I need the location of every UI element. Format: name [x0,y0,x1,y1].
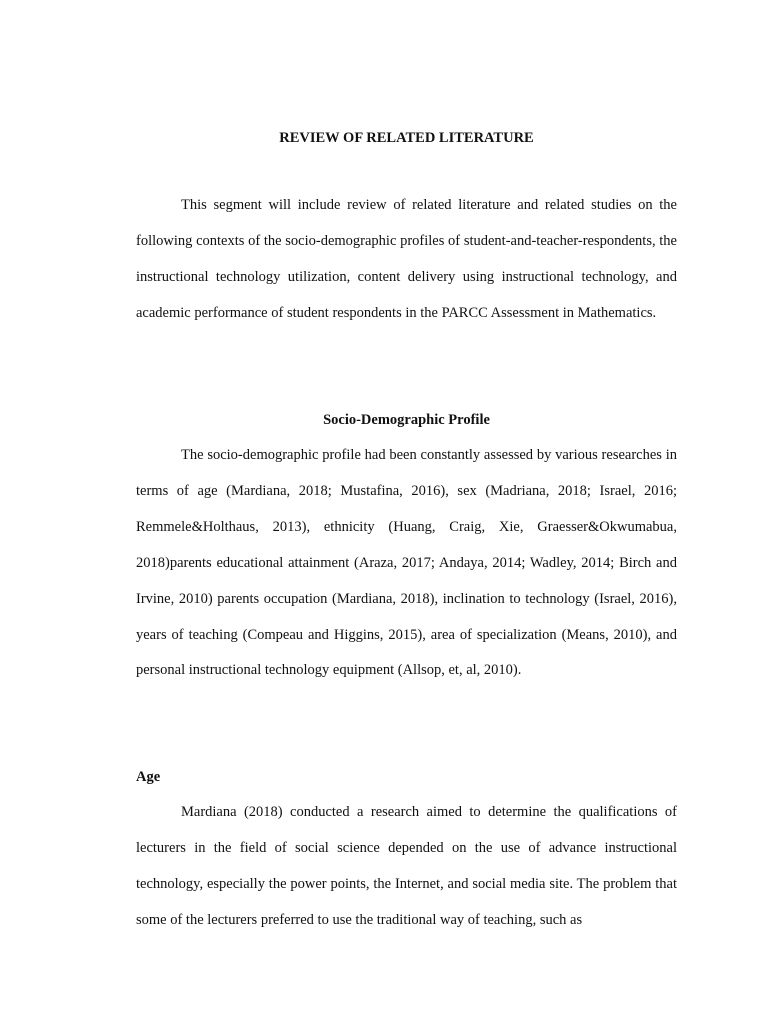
section-paragraph: The socio-demographic profile had been constantly assessed by various researches in terms of age (Mardiana, 2018; Mustafina, 2016), sex (Madriana, 2018; Israel, 2016; Remmele&Holthaus, 2013), ethnicity (Huang, Craig, Xie, Graesser&Okwumabua, 2018)parents educational attainment (Araza, 2017; Andaya, 2014; Wadley, 2014; Birch and Irvine, 2010) parents occupation (Mardiana, 2018), inclination to technology (Israel, 2016), years of teaching (Compeau and Higgins, 2015), area of specialization (Means, 2010), and personal instructional technology equipment (Allsop, et, al, 2010). [136,447,677,679]
subsection-heading: Age [136,769,161,785]
subsection-paragraph: Mardiana (2018) conducted a research aimed to determine the qualifications of lecturers in the field of social science depended on the use of advance instructional technology, especially the power points, the Internet, and social media site. The problem that some of the lecturers preferred to use the traditional way of teaching, such as [136,804,677,928]
intro-paragraph: This segment will include review of related literature and related studies on the following contexts of the socio-demographic profiles of student-and-teacher-respondents, the instructional technology utilization, content delivery using instructional technology, and academic performance of student respondents in the PARCC Assessment in Mathematics. [136,197,677,321]
section-heading: Socio-Demographic Profile [323,412,490,428]
document-title: REVIEW OF RELATED LITERATURE [279,130,534,146]
